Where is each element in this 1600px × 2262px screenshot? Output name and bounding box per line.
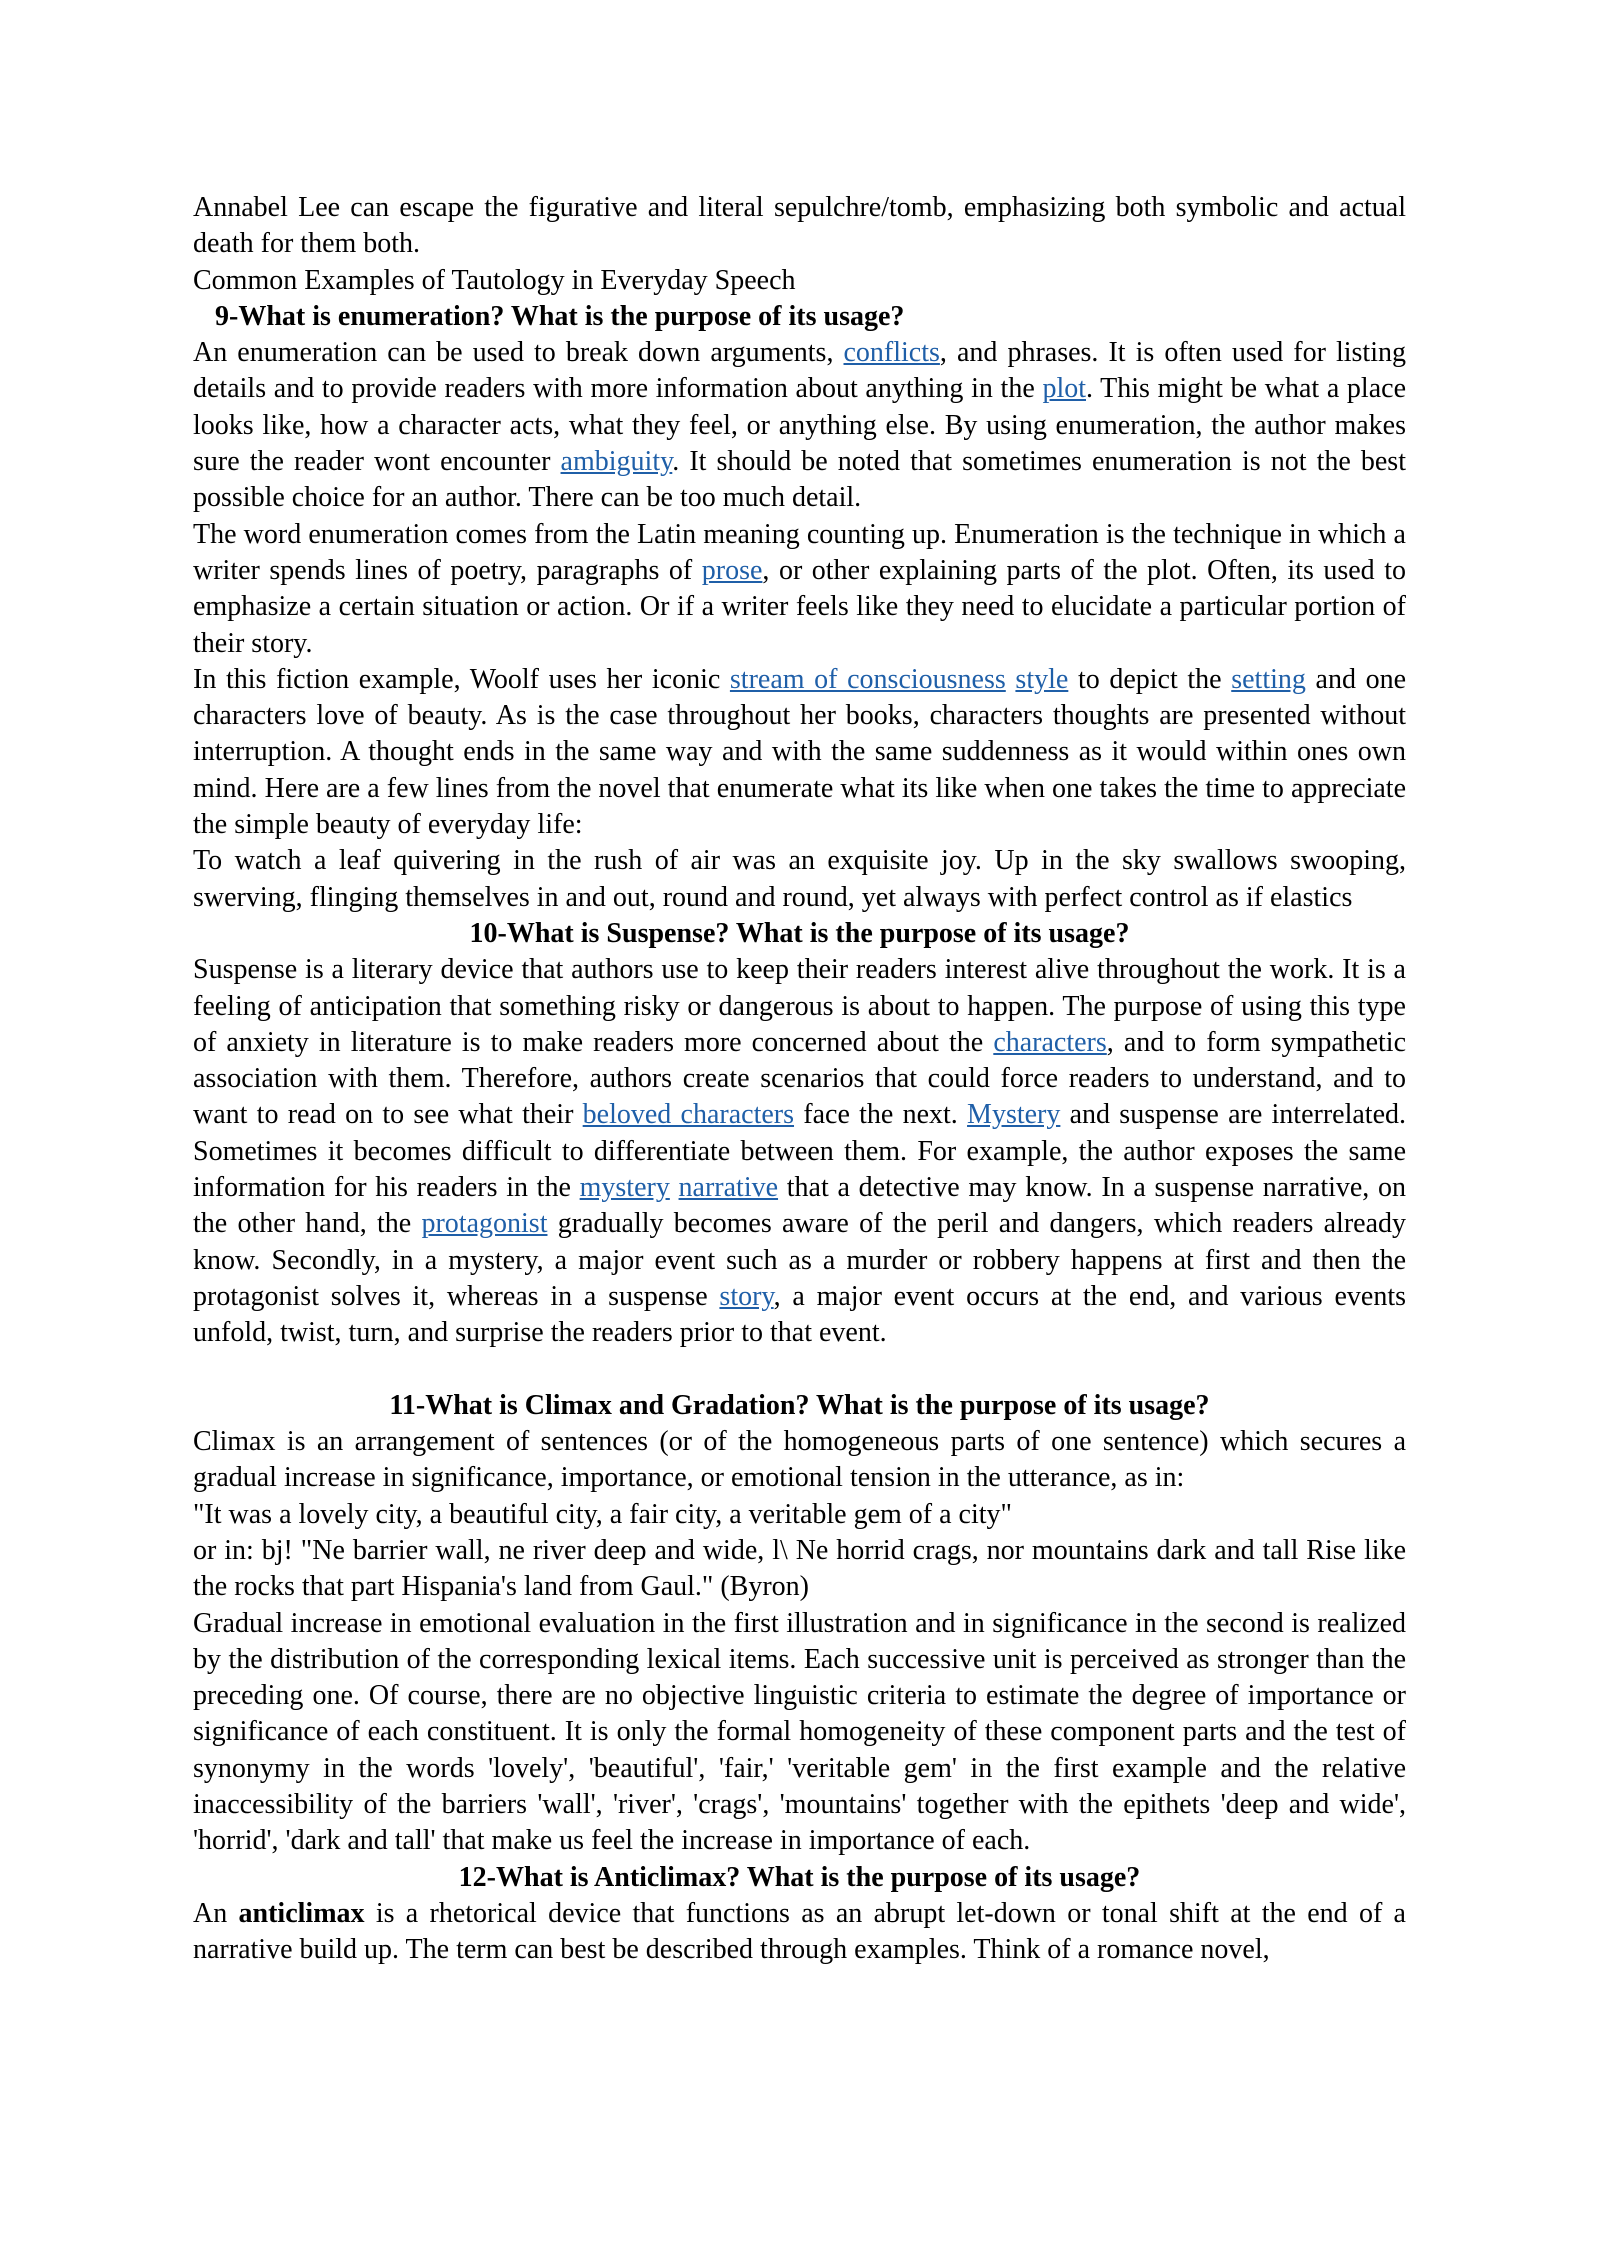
section-9-quote: To watch a leaf quivering in the rush of air was an exquisite joy. Up in the sky swallows swooping, swerving, flinging themselves in and out, round and round, yet always with perfect control as if elastics — [193, 845, 1406, 913]
link-conflicts[interactable]: conflicts — [843, 337, 940, 369]
section-11-example-2: or in: bj! "Ne barrier wall, ne river deep and wide, l\ Ne horrid crags, nor mountains dark and tall Rise like the rocks that part Hispania's land from Gaul." (Byron) — [193, 1534, 1406, 1603]
link-style[interactable]: style — [1015, 663, 1069, 695]
section-9-heading: 9-What is enumeration? What is the purpose of its usage? — [215, 300, 905, 332]
section-11-example-1: "It was a lovely city, a beautiful city, a fair city, a veritable gem of a city" — [193, 1498, 1012, 1530]
link-beloved-characters[interactable]: beloved characters — [582, 1099, 795, 1131]
link-protagonist[interactable]: protagonist — [421, 1208, 548, 1240]
section-9-paragraph-1: An enumeration can be used to break down arguments, conflicts, and phrases. It is often used for listing details and to provide readers with more information about anything in the plot. This might be what a place looks like, how a character acts, what they feel, or anything else. By using enumeration, the author makes sure the reader wont encounter ambiguity. It should be noted that sometimes enumeration is not the best possible choice for an author. There can be too much detail. — [193, 337, 1406, 514]
link-plot[interactable]: plot — [1042, 373, 1086, 405]
link-mystery-2[interactable]: mystery — [579, 1172, 670, 1204]
link-ambiguity[interactable]: ambiguity — [560, 446, 673, 478]
intro-line: Common Examples of Tautology in Everyday Speech — [193, 264, 796, 296]
link-setting[interactable]: setting — [1231, 663, 1306, 695]
section-10-heading: 10-What is Suspense? What is the purpose of its usage? — [469, 917, 1130, 949]
section-12-paragraph: An anticlimax is a rhetorical device that functions as an abrupt let-down or tonal shift at the end of a narrative build up. The term can best be described through examples. Think of a romance novel, — [193, 1897, 1406, 1966]
link-prose[interactable]: prose — [701, 554, 763, 586]
link-story[interactable]: story — [719, 1280, 774, 1312]
section-11-paragraph-2: Gradual increase in emotional evaluation in the first illustration and in significance in the second is realized by the distribution of the corresponding lexical items. Each successive unit is perceived as stronger than the preceding one. Of course, there are no objective linguistic criteria to estimate the degree of importance or significance of each constituent. It is only the formal homogeneity of these component parts and the test of synonymy in the words 'lovely', 'beautiful', 'fair,' 'veritable gem' in the first example and the relative inaccessibility of the barriers 'wall', 'river', 'crags', 'mountains' together with the epithets 'deep and wide', 'horrid', 'dark and tall' that make us feel the increase in importance of each. — [193, 1607, 1406, 1857]
section-11-heading: 11-What is Climax and Gradation? What is the purpose of its usage? — [389, 1389, 1210, 1421]
term-anticlimax: anticlimax — [238, 1897, 365, 1929]
section-9-paragraph-3: In this fiction example, Woolf uses her iconic stream of consciousness style to depict the setting and one characters love of beauty. As is the case throughout her books, characters thoughts are presented without interruption. A thought ends in the same way and with the same suddenness as it would within ones own mind. Here are a few lines from the novel that enumerate what its like when one takes the time to appreciate the simple beauty of everyday life: — [193, 663, 1407, 841]
section-9-paragraph-2: The word enumeration comes from the Latin meaning counting up. Enumeration is the technique in which a writer spends lines of poetry, paragraphs of prose, or other explaining parts of the plot. Often, its used to emphasize a certain situation or action. Or if a writer feels like they need to elucidate a particular portion of their story. — [193, 518, 1406, 659]
link-stream-of-consciousness[interactable]: stream of consciousness — [729, 663, 1006, 695]
blank-line — [193, 1352, 1406, 1388]
section-11-paragraph-1: Climax is an arrangement of sentences (or of the homogeneous parts of one sentence) which secures a gradual increase in significance, importance, or emotional tension in the utterance, as in: — [193, 1426, 1406, 1494]
section-12-heading: 12-What is Anticlimax? What is the purpose of its usage? — [458, 1861, 1141, 1893]
document-page — [193, 190, 1406, 1969]
link-characters[interactable]: characters — [993, 1026, 1107, 1058]
intro-paragraph: Annabel Lee can escape the figurative and literal sepulchre/tomb, emphasizing both symbolic and actual death for them both. — [193, 192, 1406, 260]
link-narrative[interactable]: narrative — [678, 1172, 779, 1204]
link-mystery[interactable]: Mystery — [967, 1099, 1061, 1131]
section-10-paragraph: Suspense is a literary device that authors use to keep their readers interest alive throughout the work. It is a feeling of anticipation that something risky or dangerous is about to happen. The purpose of using this type of anxiety in literature is to make readers more concerned about the characters, and to form sympathetic association with them. Therefore, authors create scenarios that could force readers to understand, and to want to read on to see what their beloved characters face the next. Mystery and suspense are interrelated. Sometimes it becomes difficult to differentiate between them. For example, the author exposes the same information for his readers in the mystery narrative that a detective may know. In a suspense narrative, on the other hand, the protagonist gradually becomes aware of the peril and dangers, which readers already know. Secondly, in a mystery, a major event such as a murder or robbery happens at first and then the protagonist solves it, whereas in a suspense story, a major event occurs at the end, and various events unfold, twist, turn, and surprise the readers prior to that event. — [193, 954, 1407, 1349]
